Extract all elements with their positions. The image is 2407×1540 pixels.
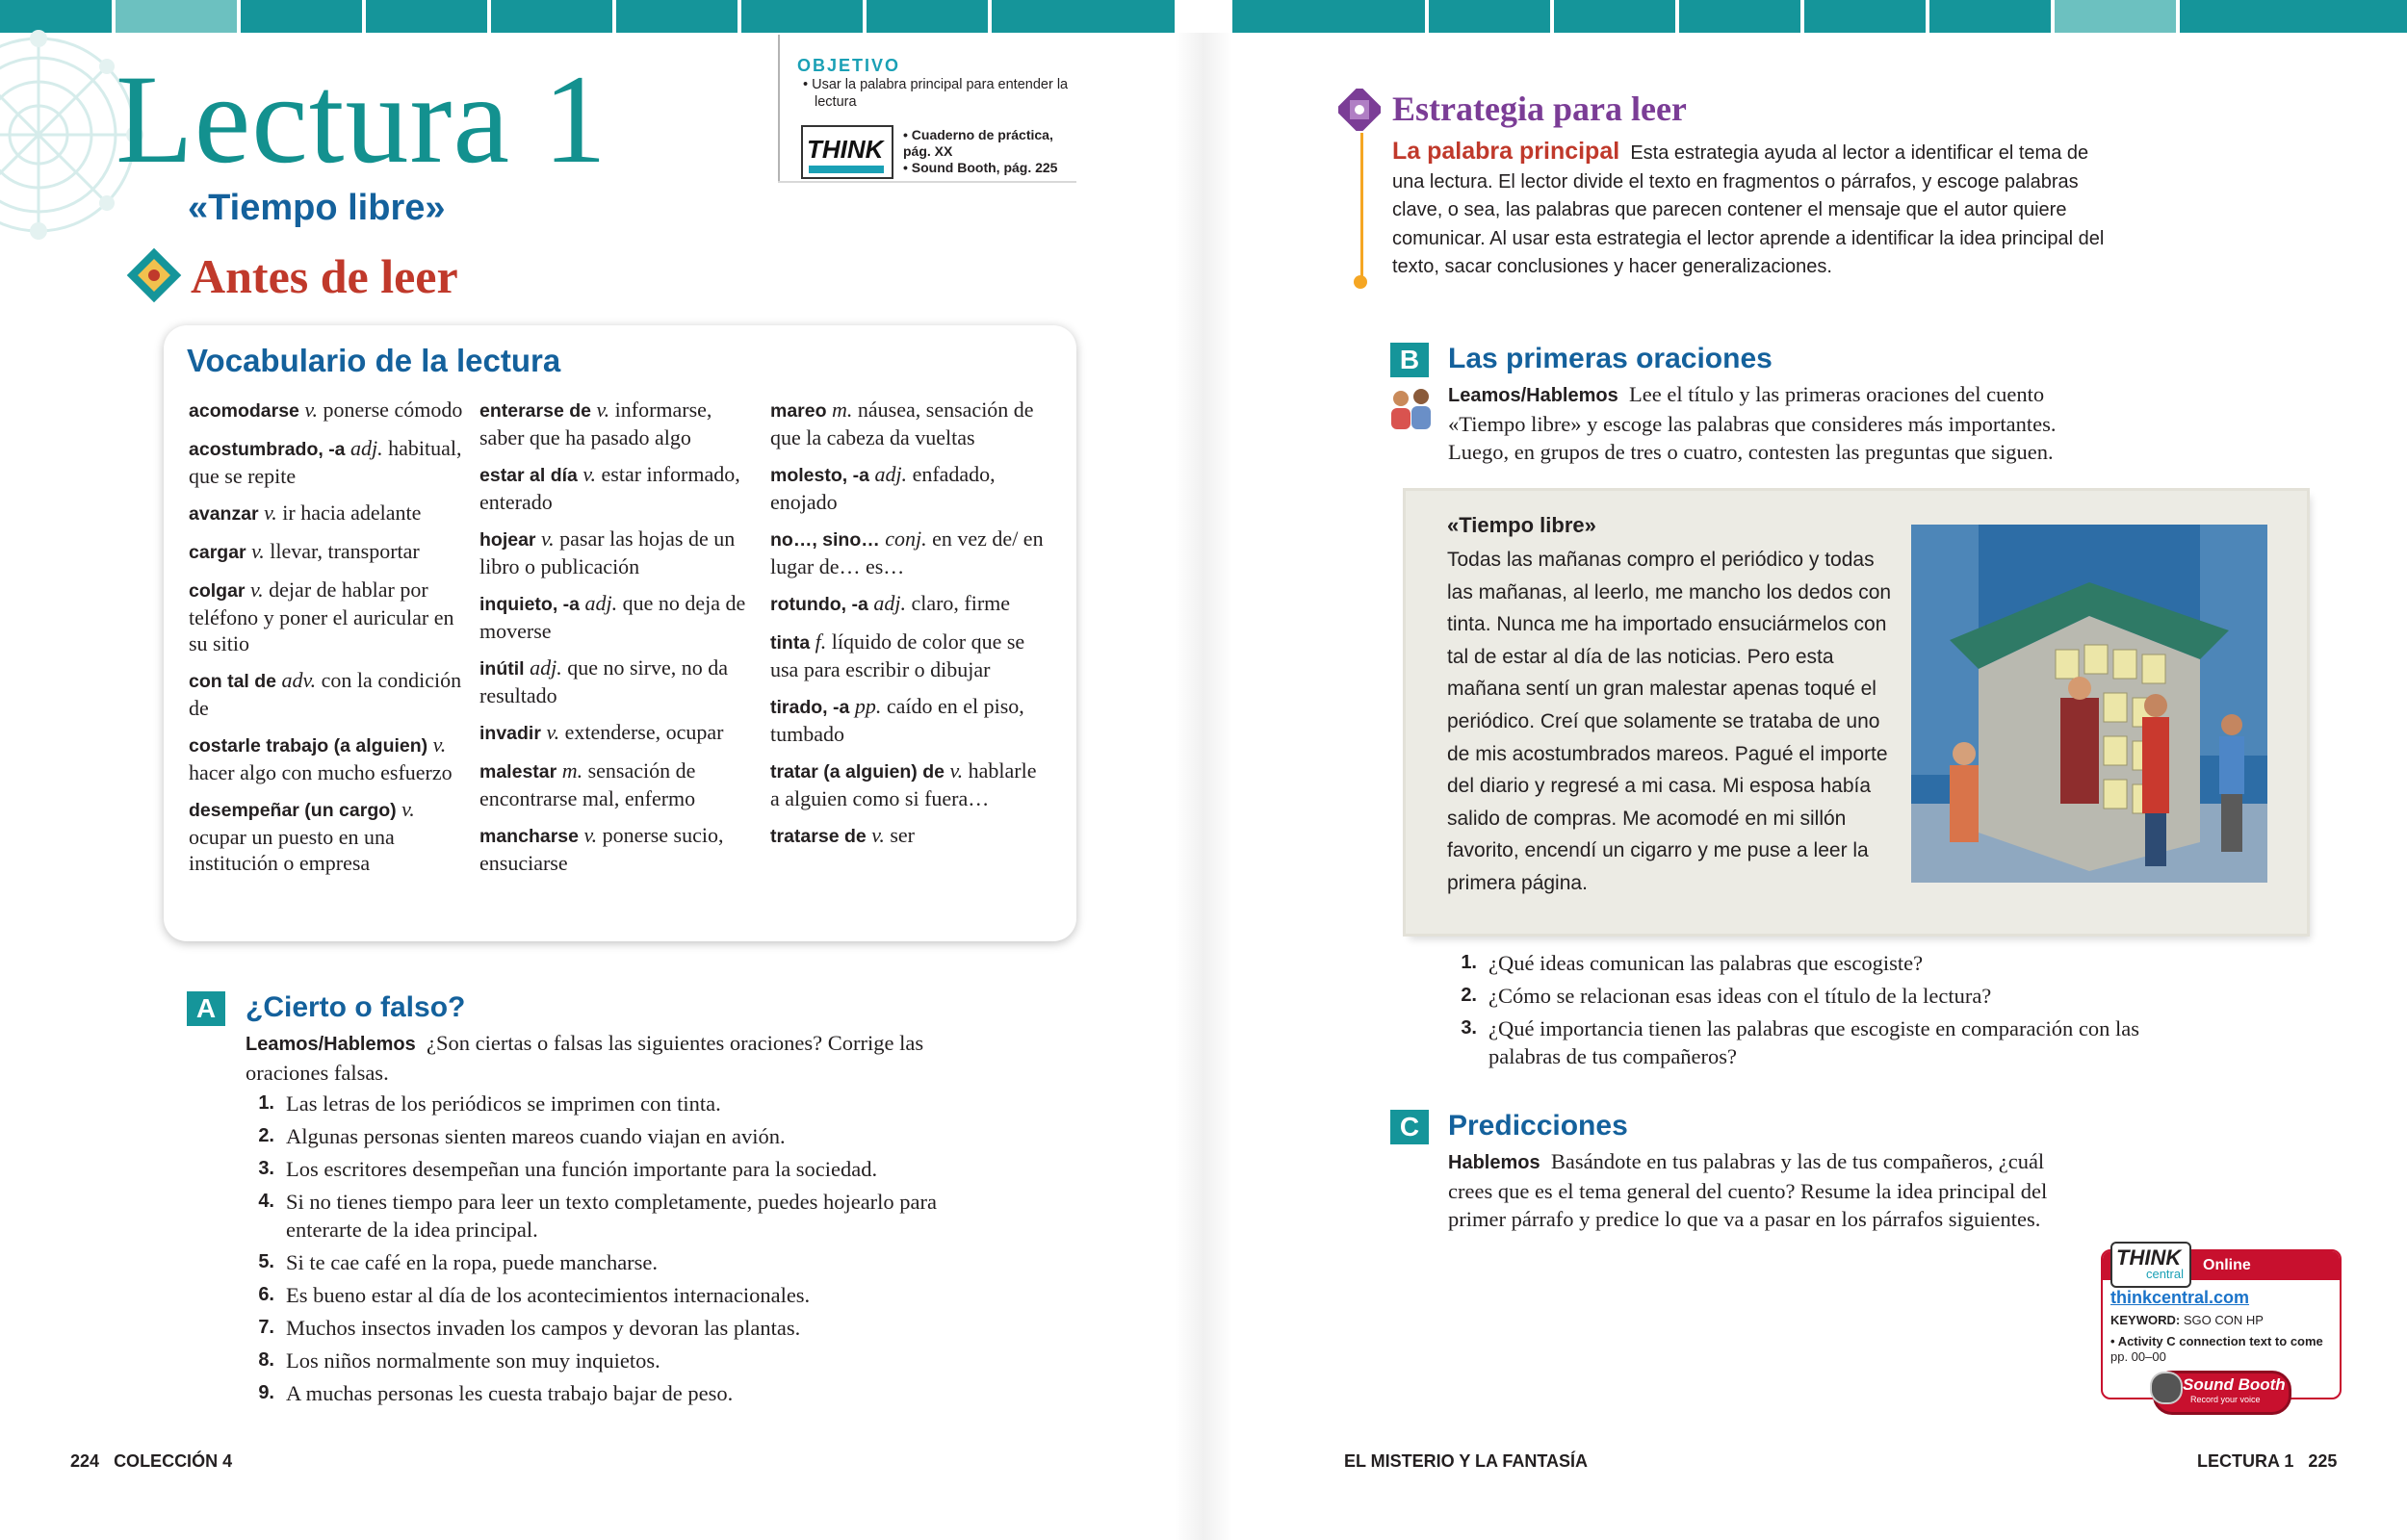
vocab-entry	[770, 461, 1045, 515]
cierto-falso-item	[246, 1155, 977, 1183]
vocab-pos: m.	[556, 758, 588, 783]
vocab-pos: v.	[866, 823, 891, 847]
vocab-entry	[770, 397, 1045, 450]
vocab-entry	[479, 822, 754, 876]
vocab-term: mareo	[770, 400, 827, 422]
vocab-entry	[479, 461, 754, 515]
cierto-falso-item	[246, 1281, 977, 1309]
vocab-term: molesto, -a	[770, 465, 869, 486]
question-item	[1448, 1014, 2141, 1070]
vocab-pos: v.	[540, 720, 565, 744]
vocab-definition: habitual, que se repite	[189, 436, 462, 488]
cierto-falso-item	[246, 1314, 977, 1342]
reading-subtitle: «Tiempo libre»	[188, 188, 446, 228]
keyword-line: KEYWORD: SGO CON HP	[2110, 1313, 2264, 1327]
vocab-term: desempeñar (un cargo)	[189, 800, 397, 821]
item-text: Muchos insectos invaden los campos y devoran las plantas.	[286, 1316, 801, 1340]
vocab-entry	[479, 590, 754, 644]
vocab-pos: adj.	[867, 591, 912, 615]
item-text: ¿Cómo se relacionan esas ideas con el título de la lectura?	[1488, 984, 1992, 1008]
vocab-term: acomodarse	[189, 400, 299, 422]
vocab-entry	[189, 667, 463, 721]
item-number: 4.	[258, 1191, 274, 1212]
footer-left	[70, 1451, 232, 1472]
vocab-entry	[189, 397, 463, 424]
vocab-pos: m.	[826, 398, 858, 422]
vocab-definition: claro, firme	[911, 591, 1011, 615]
think-central-online-box	[2101, 1245, 2342, 1404]
vocab-definition: hablarle a alguien como si fuera…	[770, 758, 1037, 810]
item-text: Es bueno estar al día de los acontecimientos internacionales.	[286, 1283, 811, 1307]
activity-badge-c: C	[1390, 1110, 1429, 1144]
page-gutter	[1175, 33, 1232, 1540]
vocab-entry	[189, 538, 463, 566]
vocab-pos: pp.	[849, 694, 887, 718]
vocab-entry	[189, 435, 463, 489]
microphone-icon	[2150, 1372, 2183, 1404]
vocab-entry	[479, 719, 754, 747]
vocab-pos: f.	[810, 629, 832, 654]
item-text: Algunas personas sienten mareos cuando viajan en avión.	[286, 1124, 786, 1148]
vocab-pos: adv.	[276, 668, 322, 692]
activity-instructions-a: Leamos/Hablemos ¿Son ciertas o falsas las siguientes oraciones? Corrige las oraciones falsas.	[246, 1031, 924, 1085]
item-text: Si te cae café en la ropa, puede mancharse.	[286, 1250, 659, 1274]
vocab-definition: líquido de color que se usa para escribir o dibujar	[770, 629, 1025, 681]
vocab-entry	[189, 796, 463, 876]
footer-collection-title: EL MISTERIO Y LA FANTASÍA	[1344, 1451, 1589, 1471]
activity-b-questions	[1448, 949, 2141, 1075]
ornament-diamond-icon	[123, 244, 185, 306]
activity-badge-a: A	[187, 991, 225, 1026]
sound-booth-button[interactable]: Sound Booth Record your voice	[2153, 1371, 2291, 1415]
item-text: Las letras de los periódicos se imprimen con tinta.	[286, 1091, 721, 1116]
vocab-term: inútil	[479, 658, 525, 680]
page-title: Lectura 1	[116, 48, 608, 190]
vocab-definition: ser	[890, 823, 916, 847]
question-item	[1448, 949, 2141, 977]
vocab-pos: v.	[427, 732, 447, 757]
objetivo-bottom-rule	[778, 181, 1076, 183]
think-central-link[interactable]: thinkcentral.com	[2110, 1288, 2250, 1307]
vocab-definition: llevar, transportar	[270, 539, 420, 563]
vocab-definition: estar informado, enterado	[479, 462, 740, 514]
item-text: ¿Qué ideas comunican las palabras que escogiste?	[1488, 951, 1924, 975]
vocab-term: rotundo, -a	[770, 594, 868, 615]
activity-title-a: ¿Cierto o falso?	[246, 991, 466, 1023]
vocab-pos: conj.	[879, 526, 933, 551]
item-number: 2.	[258, 1125, 274, 1146]
section-heading-antes-de-leer: Antes de leer	[191, 249, 458, 303]
vocab-pos: v.	[590, 398, 615, 422]
footer-lectura: LECTURA 1	[2197, 1451, 2294, 1471]
vocab-definition: con la condición de	[189, 668, 462, 720]
vocab-term: colgar	[189, 580, 246, 602]
vocab-column-2	[479, 397, 754, 886]
vocab-term: tratar (a alguien) de	[770, 761, 945, 783]
vocab-pos: adj.	[345, 436, 389, 460]
page-number-left: 224	[70, 1451, 100, 1471]
vocab-term: malestar	[479, 761, 557, 783]
cierto-falso-item	[246, 1188, 977, 1244]
vocab-term: enterarse de	[479, 400, 591, 422]
vocab-definition: ir hacia adelante	[282, 500, 422, 525]
vocab-definition: ponerse cómodo	[323, 398, 463, 422]
vocab-definition: que no sirve, no da resultado	[479, 655, 728, 707]
vocab-definition: dejar de hablar por teléfono y poner el auricular en su sitio	[189, 578, 454, 655]
strategy-body: La palabra principal Esta estrategia ayuda al lector a identificar el tema de una lectura. El lector divide el texto en fragmentos o párrafos, y escoge palabras clave, o sea, las palabras que parecen contener el mensaje que el autor quiere comunicar. Al usar esta estrategia el lector aprende a identificar la idea principal del texto, sacar conclusiones y hacer generalizaciones.	[1392, 138, 2105, 277]
pair-work-icon	[1386, 387, 1435, 431]
vocab-pos: v.	[578, 823, 603, 847]
item-number: 6.	[258, 1284, 274, 1305]
objetivo-divider	[778, 35, 780, 183]
vocab-definition: pasar las hojas de un libro o publicación	[479, 526, 736, 578]
item-text: ¿Qué importancia tienen las palabras que escogiste en comparación con las palabras de tus compañeros?	[1488, 1016, 2139, 1068]
ornament-flower-icon	[1338, 89, 1381, 131]
item-number: 1.	[1461, 952, 1477, 973]
vocab-entry	[770, 590, 1045, 618]
vocab-definition: informarse, saber que ha pasado algo	[479, 398, 712, 449]
footer-right	[2197, 1451, 2337, 1472]
strategy-keyword: La palabra principal	[1392, 138, 1620, 165]
vocab-term: cargar	[189, 542, 246, 563]
item-number: 7.	[258, 1317, 274, 1338]
activity-title-c: Predicciones	[1448, 1110, 1628, 1142]
vocab-pos: v.	[577, 462, 602, 486]
excerpt-title: «Tiempo libre»	[1447, 513, 1596, 537]
strategy-rule-dot	[1354, 275, 1367, 289]
objetivo-resources	[903, 127, 1076, 176]
activity-instructions-b: Leamos/Hablemos Lee el título y las primeras oraciones del cuento «Tiempo libre» y escoge las palabras que consideres más importantes. Luego, en grupos de tres o cuatro, contesten las preguntas que siguen.	[1448, 382, 2057, 464]
excerpt-text: Todas las mañanas compro el periódico y todas las mañanas, al leerlo, me mancho los dedos con tinta. Nunca me ha importado ensuciármelos con tal de estar al día de las noticias. Pero esta mañana sentí un gran malestar apenas toqué el periódico. Creí que solamente se trataba de uno de mis acostumbrados mareos. Pagué el importe del diario y regresé a mi casa. Mi esposa había salido de compras. Me acomodé en mi sillón favorito, encendí un cigarro y me puse a leer la primera página.	[1447, 549, 1892, 894]
objetivo-heading: OBJETIVO	[797, 56, 901, 75]
vocab-pos: adj.	[868, 462, 913, 486]
vocab-term: con tal de	[189, 671, 277, 692]
top-color-band	[0, 0, 2407, 33]
vocab-pos: v.	[246, 539, 271, 563]
think-logo-text: THINK	[807, 135, 884, 164]
vocab-term: inquieto, -a	[479, 594, 580, 615]
vocab-definition: caído en el piso, tumbado	[770, 694, 1024, 746]
resource-cuaderno[interactable]: • Cuaderno de práctica, pág. XX	[903, 127, 1053, 159]
vocab-pos: v.	[298, 398, 324, 422]
vocab-definition: enfadado, enojado	[770, 462, 996, 514]
vocab-entry	[189, 500, 463, 527]
vocab-term: tinta	[770, 632, 811, 654]
item-text: Los niños normalmente son muy inquietos.	[286, 1348, 660, 1373]
item-number: 2.	[1461, 985, 1477, 1006]
vocab-column-3	[770, 397, 1045, 860]
activity-lead-b: Leamos/Hablemos	[1448, 385, 1618, 406]
item-number: 5.	[258, 1251, 274, 1272]
vocab-term: invadir	[479, 723, 541, 744]
online-label: Online	[2203, 1257, 2251, 1273]
vocab-definition: ocupar un puesto en una institución o empresa	[189, 825, 395, 875]
vocab-definition: náusea, sensación de que la cabeza da vueltas	[770, 398, 1034, 449]
vocab-entry	[479, 654, 754, 708]
item-number: 1.	[258, 1092, 274, 1114]
vocab-definition: extenderse, ocupar	[564, 720, 724, 744]
activity-title-b: Las primeras oraciones	[1448, 343, 1773, 374]
item-number: 3.	[258, 1158, 274, 1179]
page-number-right: 225	[2308, 1451, 2338, 1471]
vocab-entry	[770, 629, 1045, 682]
vocab-entry	[770, 693, 1045, 747]
online-activity-bullet: • Activity C connection text to come pp. 00–00	[2110, 1334, 2323, 1364]
vocab-column-1	[189, 397, 463, 886]
footer-collection: COLECCIÓN 4	[114, 1451, 233, 1471]
vocab-term: costarle trabajo (a alguien)	[189, 735, 428, 757]
objetivo-box	[797, 56, 1105, 111]
cierto-falso-item	[246, 1122, 977, 1150]
vocab-pos: adj.	[524, 655, 568, 680]
vocab-entry	[479, 757, 754, 811]
objetivo-bullet: • Usar la palabra principal para entender la lectura	[803, 77, 1069, 110]
think-central-logo: THINK central	[2110, 1242, 2191, 1288]
activity-a-list	[246, 1090, 977, 1412]
vocab-entry	[189, 577, 463, 656]
vocab-entry	[770, 526, 1045, 579]
vocab-pos: v.	[944, 758, 969, 783]
vocab-term: avanzar	[189, 503, 259, 525]
item-text: Los escritores desempeñan una función importante para la sociedad.	[286, 1157, 878, 1181]
vocab-definition: hacer algo con mucho esfuerzo	[189, 760, 453, 784]
vocab-pos: adj.	[580, 591, 623, 615]
vocab-term: no…, sino…	[770, 529, 880, 551]
item-number: 8.	[258, 1349, 274, 1371]
cierto-falso-item	[246, 1248, 977, 1276]
item-number: 3.	[1461, 1017, 1477, 1039]
vocab-entry	[479, 526, 754, 579]
vocab-entry	[770, 757, 1045, 811]
activity-instructions-c: Hablemos Basándote en tus palabras y las de tus compañeros, ¿cuál crees que es el tema general del cuento? Resume la idea principal del primer párrafo y predice lo que va a pasar en los párrafos siguientes.	[1448, 1149, 2048, 1231]
vocab-term: acostumbrado, -a	[189, 439, 346, 460]
vocab-definition: que no deja de moverse	[479, 591, 746, 643]
strategy-rule	[1360, 133, 1363, 282]
item-text: A muchas personas les cuesta trabajo bajar de peso.	[286, 1381, 734, 1405]
cierto-falso-item	[246, 1347, 977, 1374]
vocab-term: hojear	[479, 529, 536, 551]
vocab-pos: v.	[535, 526, 560, 551]
activity-lead-c: Hablemos	[1448, 1152, 1540, 1173]
activity-badge-b: B	[1390, 343, 1429, 377]
think-logo-small	[801, 125, 893, 179]
vocab-title: Vocabulario de la lectura	[187, 343, 561, 378]
vocab-entry	[770, 822, 1045, 850]
strategy-title: Estrategia para leer	[1392, 90, 1687, 128]
vocab-pos: v.	[396, 797, 415, 821]
vocab-definition: sensación de encontrarse mal, enfermo	[479, 758, 696, 810]
item-number: 9.	[258, 1382, 274, 1403]
vocab-term: tirado, -a	[770, 697, 850, 718]
vocab-term: estar al día	[479, 465, 578, 486]
vocab-pos: v.	[258, 500, 283, 525]
item-text: Si no tienes tiempo para leer un texto completamente, puedes hojearlo para enterarte de la idea principal.	[286, 1190, 938, 1242]
question-item	[1448, 982, 2141, 1010]
vocab-definition: en vez de/ en lugar de… es…	[770, 526, 1044, 578]
vocab-term: mancharse	[479, 826, 579, 847]
vocab-entry	[189, 732, 463, 785]
resource-sound-booth[interactable]: • Sound Booth, pág. 225	[903, 160, 1058, 175]
vocab-term: tratarse de	[770, 826, 867, 847]
activity-lead-a: Leamos/Hablemos	[246, 1034, 416, 1055]
vocab-pos: v.	[245, 578, 270, 602]
vocab-entry	[479, 397, 754, 450]
cierto-falso-item	[246, 1090, 977, 1117]
cierto-falso-item	[246, 1379, 977, 1407]
vocab-definition: ponerse sucio, ensuciarse	[479, 823, 724, 875]
newsstand-illustration	[1911, 525, 2267, 883]
